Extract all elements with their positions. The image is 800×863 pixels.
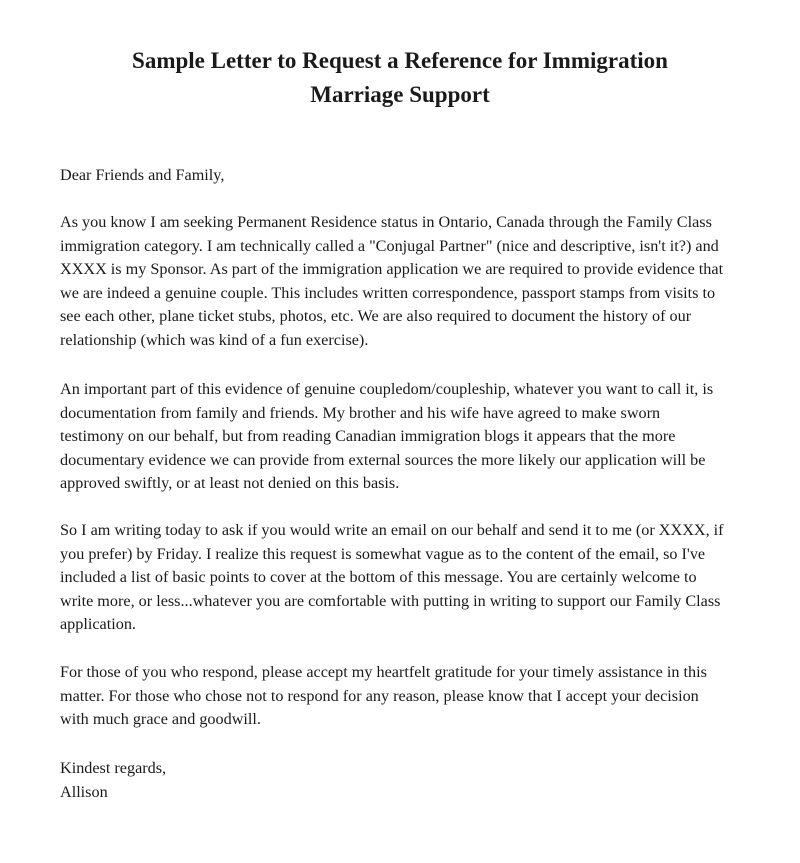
- paragraph-line: write more, or less...whatever you are comfortable with putting in writing to support our Family Class: [60, 591, 721, 610]
- valediction: Kindest regards,: [60, 759, 167, 777]
- closing-block: [60, 757, 760, 804]
- paragraph-4: [60, 661, 760, 732]
- paragraph-line: documentary evidence we can provide from external sources the more likely our application will be: [60, 450, 706, 469]
- paragraph-line: For those of you who respond, please accept my heartfelt gratitude for your timely assistance in this: [60, 663, 707, 681]
- paragraph-line: XXXX is my Sponsor. As part of the immigration application we are required to provide evidence that: [60, 260, 724, 278]
- paragraph-line: An important part of this evidence of genuine coupledom/coupleship, whatever you want to call it, is: [60, 380, 714, 398]
- signature: Allison: [60, 782, 108, 801]
- paragraph-line: documentation from family and friends. My brother and his wife have agreed to make sworn: [60, 403, 661, 422]
- greeting-text: Dear Friends and Family,: [60, 166, 225, 184]
- title-line-2: Marriage Support: [310, 82, 490, 107]
- paragraph-line: approved swiftly, or at least not denied on this basis.: [60, 474, 400, 492]
- paragraph-line: testimony on our behalf, but from reading Canadian immigration blogs it appears that the more: [60, 427, 676, 445]
- paragraph-line: included a list of basic points to cover at the bottom of this message. You are certainly welcome to: [60, 568, 697, 586]
- paragraph-line: So I am writing today to ask if you would write an email on our behalf and send it to me (or XXXX, if: [60, 521, 724, 539]
- paragraph-line: As you know I am seeking Permanent Residence status in Ontario, Canada through the Family Class: [60, 213, 712, 231]
- paragraph-2: [60, 378, 760, 496]
- paragraph-line: immigration category. I am technically called a "Conjugal Partner" (nice and descriptive, isn't it?) and: [60, 236, 719, 255]
- paragraph-line: relationship (which was kind of a fun exercise).: [60, 330, 369, 349]
- paragraph-line: with much grace and goodwill.: [60, 710, 261, 728]
- greeting: [60, 164, 760, 188]
- paragraph-line: we are indeed a genuine couple. This includes written correspondence, passport stamps from visits to: [60, 283, 716, 302]
- paragraph-line: you prefer) by Friday. I realize this request is somewhat vague as to the content of the email, so I've: [60, 544, 706, 563]
- paragraph-line: see each other, plane ticket stubs, photos, etc. We are also required to document the history of our: [60, 307, 692, 325]
- paragraph-line: application.: [60, 615, 136, 633]
- paragraph-line: matter. For those who chose not to respond for any reason, please know that I accept your decision: [60, 686, 699, 705]
- letter-title: [60, 44, 740, 112]
- paragraph-1: [60, 211, 760, 352]
- title-line-1: Sample Letter to Request a Reference for Immigration: [132, 48, 668, 73]
- paragraph-3: [60, 519, 760, 637]
